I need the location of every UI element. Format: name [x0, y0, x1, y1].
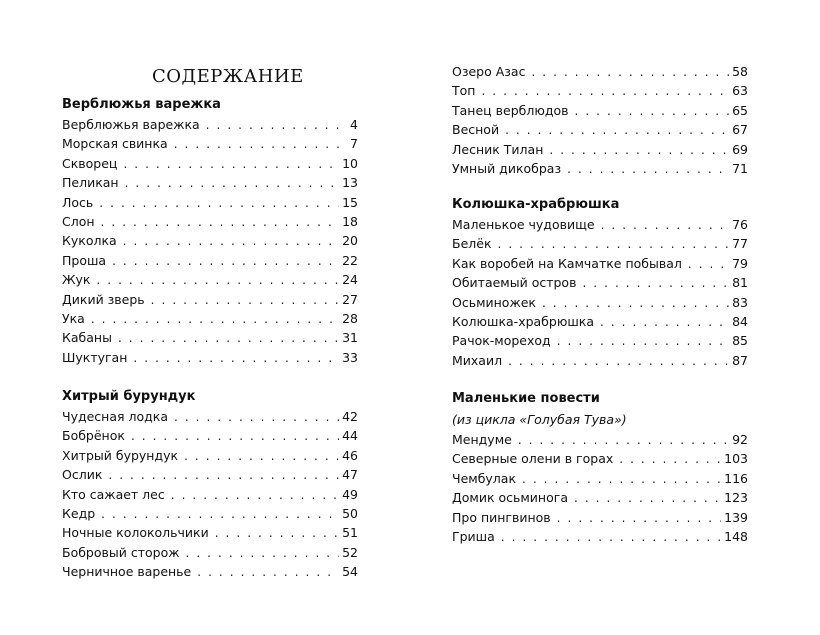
dot-leader	[619, 450, 721, 469]
entry-title: Осьминожек	[452, 294, 536, 310]
entry-page-number: 103	[724, 451, 748, 467]
entry-title: Дикий зверь	[62, 291, 145, 307]
dot-leader	[186, 544, 340, 563]
section-heading: Маленькие повести	[452, 391, 600, 406]
entry-title: Про пингвинов	[452, 509, 551, 525]
toc-entry	[62, 523, 358, 542]
entry-page-number: 42	[342, 409, 358, 424]
entry-title: Обитаемый остров	[452, 275, 577, 291]
entry-page-number: 54	[342, 564, 358, 580]
entry-page-number: 123	[724, 490, 748, 506]
dot-leader	[133, 349, 339, 368]
entry-title: Ука	[62, 310, 85, 326]
entry-page-number: 69	[732, 141, 748, 157]
entry-page-number: 49	[342, 486, 358, 502]
dot-leader	[171, 486, 339, 505]
entry-page-number: 85	[732, 333, 748, 349]
entry-title: Как воробей на Камчатке побывал	[452, 255, 682, 271]
toc-list	[452, 215, 748, 370]
entry-page-number: 15	[342, 194, 358, 210]
toc-entry	[452, 120, 748, 139]
toc-entry	[452, 527, 748, 546]
toc-entry	[452, 331, 748, 350]
dot-leader	[184, 447, 339, 466]
dot-leader	[112, 252, 339, 271]
page-title: СОДЕРЖАНИЕ	[152, 66, 304, 87]
entry-title: Слон	[62, 213, 95, 229]
toc-entry	[452, 81, 748, 100]
entry-page-number: 76	[732, 217, 748, 232]
entry-page-number: 83	[732, 294, 748, 310]
dot-leader	[531, 63, 729, 82]
section-subheading: (из цикла «Голубая Тува»)	[452, 412, 627, 427]
entry-title: Проша	[62, 252, 107, 268]
toc-entry	[452, 254, 748, 273]
entry-page-number: 4	[350, 117, 358, 132]
toc-entry	[62, 426, 358, 445]
dot-leader	[206, 116, 347, 135]
toc-list	[62, 407, 358, 582]
toc-entry	[62, 543, 358, 562]
entry-title: Гриша	[452, 528, 495, 544]
entry-title: Чудесная лодка	[62, 409, 168, 424]
entry-title: Умный дикобраз	[452, 160, 562, 176]
dot-leader	[481, 82, 729, 101]
dot-leader	[600, 313, 729, 332]
entry-page-number: 47	[342, 467, 358, 483]
entry-page-number: 46	[342, 447, 358, 463]
toc-entry	[452, 449, 748, 468]
entry-page-number: 44	[342, 428, 358, 444]
dot-leader	[501, 528, 721, 547]
dot-leader	[101, 213, 340, 232]
entry-page-number: 51	[342, 525, 358, 541]
entry-page-number: 22	[342, 252, 358, 268]
entry-title: Кедр	[62, 505, 96, 521]
entry-title: Хитрый бурундук	[62, 447, 179, 463]
section-heading: Колюшка-храбрюшка	[452, 197, 620, 212]
dot-leader	[174, 135, 347, 154]
entry-page-number: 24	[342, 272, 358, 288]
dot-leader	[542, 294, 729, 313]
section-malenkie-povesti	[452, 388, 748, 546]
section-hitryy-burunduk	[62, 386, 358, 582]
dot-leader	[508, 352, 729, 371]
entry-title: Жук	[62, 272, 91, 288]
toc-entry	[62, 270, 358, 289]
toc-entry	[452, 469, 748, 488]
entry-title: Куколка	[62, 233, 117, 249]
toc-entry	[452, 101, 748, 120]
dot-leader	[522, 470, 721, 489]
dot-leader	[498, 235, 730, 254]
entry-page-number: 7	[350, 136, 358, 152]
dot-leader	[557, 509, 721, 528]
entry-page-number: 13	[342, 175, 358, 191]
entry-title: Черничное варенье	[62, 564, 192, 580]
toc-entry	[62, 407, 358, 426]
entry-title: Пеликан	[62, 175, 119, 191]
toc-entry	[62, 212, 358, 231]
dot-leader	[108, 466, 339, 485]
entry-page-number: 63	[732, 83, 748, 99]
toc-entry	[62, 446, 358, 465]
entry-title: Домик осьминога	[452, 490, 568, 506]
entry-page-number: 27	[342, 291, 358, 307]
toc-entry	[62, 193, 358, 212]
section-heading: Верблюжья варежка	[62, 97, 221, 112]
entry-page-number: 79	[732, 255, 748, 271]
dot-leader	[99, 194, 339, 213]
entry-page-number: 71	[732, 160, 748, 176]
toc-entry	[452, 273, 748, 292]
entry-title: Скворец	[62, 155, 118, 171]
entry-title: Белёк	[452, 236, 492, 252]
entry-title: Танец верблюдов	[452, 102, 569, 118]
toc-entry	[452, 215, 748, 234]
toc-list	[452, 430, 748, 546]
dot-leader	[575, 102, 730, 121]
dot-leader	[688, 255, 729, 274]
toc-entry	[62, 309, 358, 328]
toc-list	[452, 62, 748, 178]
entry-page-number: 18	[342, 213, 358, 229]
entry-title: Ослик	[62, 467, 103, 483]
entry-title: Маленькое чудовище	[452, 217, 595, 232]
dot-leader	[582, 274, 729, 293]
entry-title: Морская свинка	[62, 136, 168, 152]
dot-leader	[518, 431, 729, 450]
toc-entry	[62, 231, 358, 250]
entry-title: Северные олени в горах	[452, 451, 614, 467]
section-continued	[452, 62, 748, 178]
toc-entry	[452, 488, 748, 507]
entry-title: Кто сажает лес	[62, 486, 165, 502]
dot-leader	[91, 310, 339, 329]
toc-entry	[452, 159, 748, 178]
entry-page-number: 92	[732, 432, 748, 447]
entry-title: Кабаны	[62, 330, 112, 346]
entry-page-number: 20	[342, 233, 358, 249]
toc-entry	[62, 465, 358, 484]
toc-entry	[62, 134, 358, 153]
toc-entry	[62, 115, 358, 134]
entry-title: Колюшка-храбрюшка	[452, 313, 594, 329]
toc-entry	[62, 251, 358, 270]
toc-entry	[452, 430, 748, 449]
toc-entry	[452, 508, 748, 527]
toc-entry	[62, 562, 358, 581]
entry-page-number: 50	[342, 505, 358, 521]
entry-page-number: 58	[732, 64, 748, 79]
toc-entry	[452, 312, 748, 331]
entry-page-number: 84	[732, 313, 748, 329]
entry-title: Мендуме	[452, 432, 512, 447]
entry-title: Ночные колокольчики	[62, 525, 209, 541]
toc-entry	[452, 62, 748, 81]
dot-leader	[505, 121, 729, 140]
dot-leader	[131, 427, 339, 446]
toc-entry	[62, 154, 358, 173]
section-heading: Хитрый бурундук	[62, 389, 196, 404]
dot-leader	[215, 524, 339, 543]
dot-leader	[123, 155, 339, 174]
entry-page-number: 81	[732, 275, 748, 291]
entry-page-number: 67	[732, 122, 748, 138]
toc-entry	[62, 290, 358, 309]
toc-entry	[62, 173, 358, 192]
section-kolyushka-khrabryushka	[452, 194, 748, 370]
entry-title: Лось	[62, 194, 94, 210]
toc-entry	[62, 348, 358, 367]
dot-leader	[174, 408, 339, 427]
dot-leader	[574, 489, 721, 508]
toc-entry	[62, 485, 358, 504]
toc-entry	[62, 328, 358, 347]
dot-leader	[197, 563, 339, 582]
entry-page-number: 87	[732, 352, 748, 368]
dot-leader	[557, 332, 729, 351]
dot-leader	[125, 174, 340, 193]
toc-entry	[452, 351, 748, 370]
toc-entry	[452, 234, 748, 253]
entry-page-number: 139	[724, 509, 748, 525]
entry-title: Бобровый сторож	[62, 544, 180, 560]
entry-page-number: 116	[724, 470, 748, 486]
entry-page-number: 33	[342, 349, 358, 365]
entry-title: Озеро Азас	[452, 64, 526, 79]
entry-title: Верблюжья варежка	[62, 117, 200, 132]
toc-entry	[452, 140, 748, 159]
dot-leader	[101, 505, 339, 524]
entry-title: Бобрёнок	[62, 428, 125, 444]
section-verblyuzhya-varezhka	[62, 94, 358, 367]
toc-list	[62, 115, 358, 367]
entry-page-number: 10	[342, 155, 358, 171]
dot-leader	[96, 271, 339, 290]
entry-page-number: 28	[342, 310, 358, 326]
entry-title: Весной	[452, 122, 500, 138]
entry-title: Лесник Тилан	[452, 141, 544, 157]
entry-page-number: 31	[342, 330, 358, 346]
entry-page-number: 52	[342, 544, 358, 560]
entry-title: Топ	[452, 83, 476, 99]
entry-page-number: 148	[724, 528, 748, 544]
entry-title: Шуктуган	[62, 349, 128, 365]
dot-leader	[123, 232, 339, 251]
dot-leader	[118, 329, 339, 348]
entry-page-number: 77	[732, 236, 748, 252]
dot-leader	[567, 160, 729, 179]
dot-leader	[549, 141, 729, 160]
entry-title: Чембулак	[452, 470, 516, 486]
toc-entry	[62, 504, 358, 523]
dot-leader	[151, 291, 339, 310]
entry-title: Рачок-мореход	[452, 333, 551, 349]
dot-leader	[601, 216, 730, 235]
entry-title: Михаил	[452, 352, 503, 368]
entry-page-number: 65	[732, 102, 748, 118]
toc-entry	[452, 293, 748, 312]
